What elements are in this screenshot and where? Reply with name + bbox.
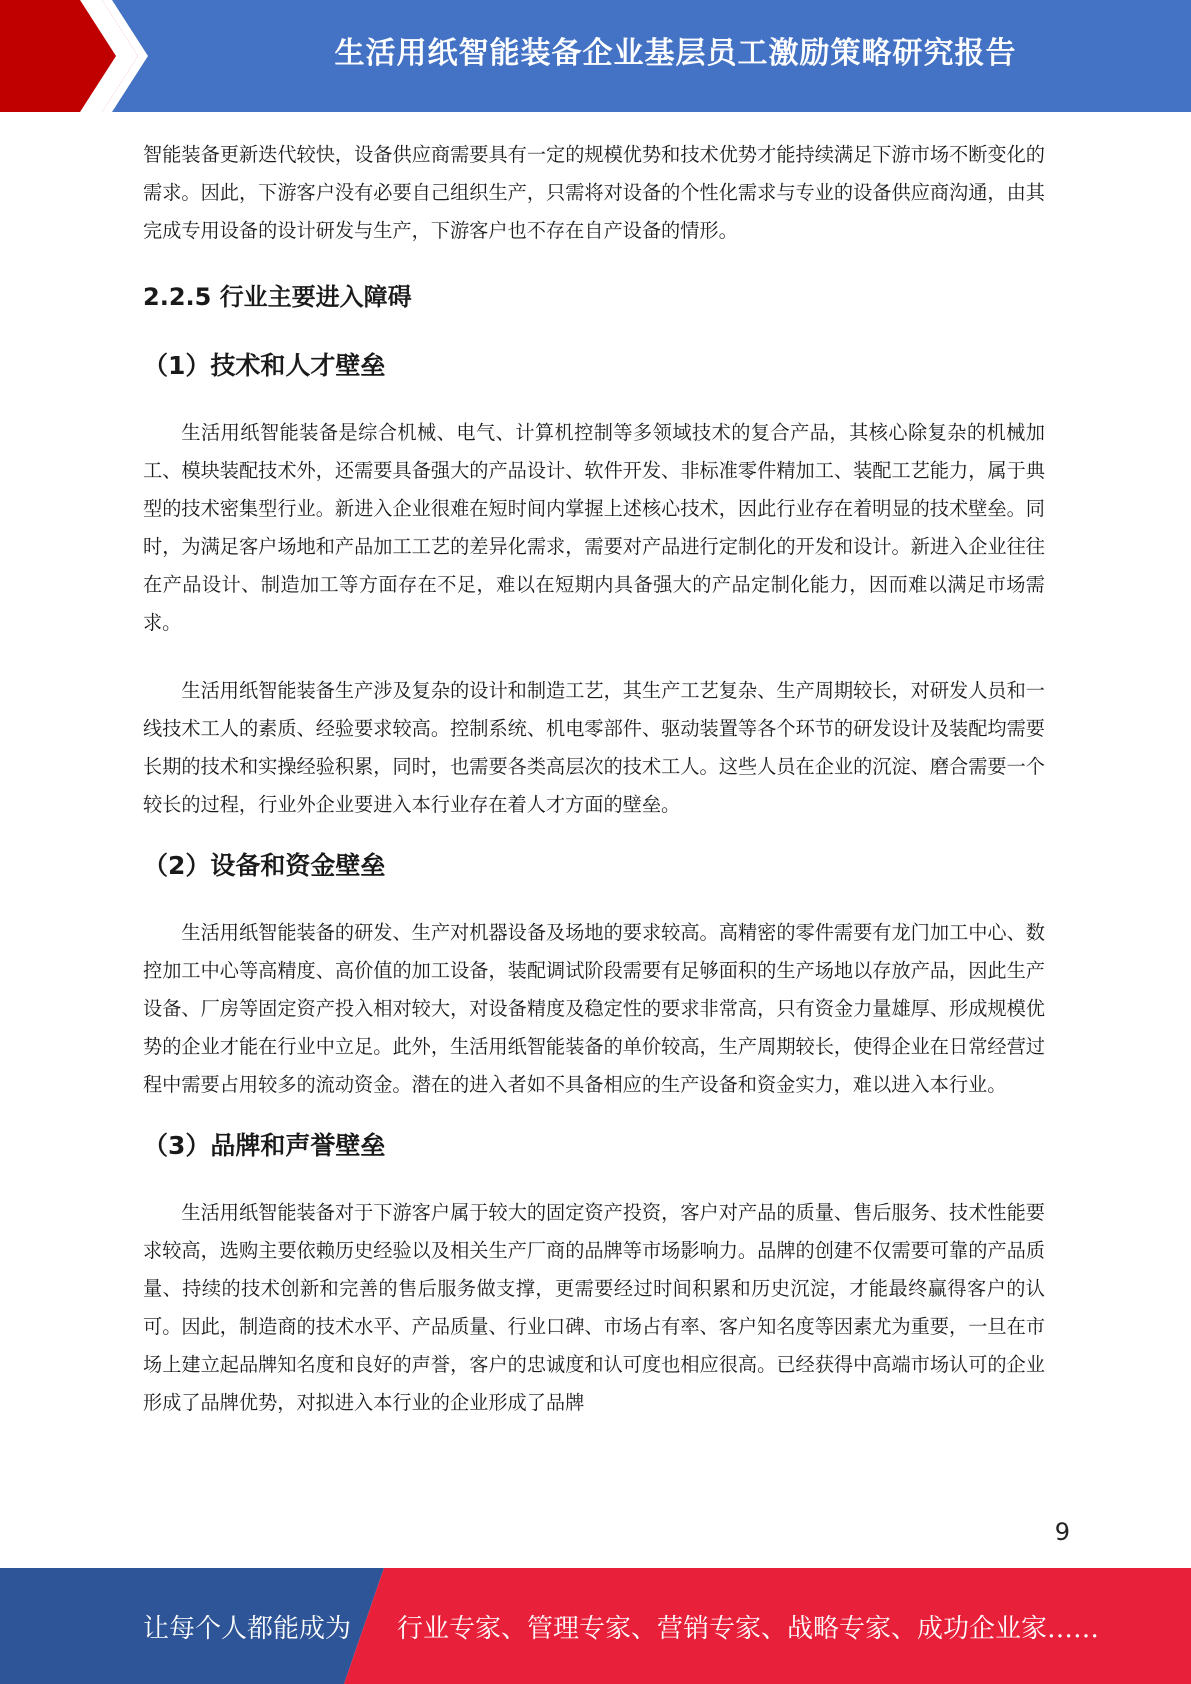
document-title: 生活用纸智能装备企业基层员工激励策略研究报告 bbox=[334, 36, 1017, 71]
footer-slogan-left: 让每个人都能成为 bbox=[143, 1613, 352, 1644]
subsection-heading-brand-reputation: （3）品牌和声誉壁垒 bbox=[143, 1131, 386, 1160]
intro-paragraph: 智能装备更新迭代较快，设备供应商需要具有一定的规模优势和技术优势才能持续满足下游市场不断变化的需求。因此，下游客户没有必要自己组织生产，只需将对设备的个性化需求与专业的设备供应商沟通，由其完成专用设备的设计研发与生产，下游客户也不存在自产设备的情形。 bbox=[143, 143, 1045, 242]
page-footer bbox=[0, 1568, 1191, 1684]
subsection-heading-tech-talent: （1）技术和人才壁垒 bbox=[143, 351, 386, 380]
paragraph-brand-reputation-barrier: 生活用纸智能装备对于下游客户属于较大的固定资产投资，客户对产品的质量、售后服务、技术性能要求较高，选购主要依赖历史经验以及相关生产厂商的品牌等市场影响力。品牌的创建不仅需要可靠的产品质量、持续的技术创新和完善的售后服务做支撑，更需要经过时间积累和历史沉淀，才能最终赢得客户的认可。因此，制造商的技术水平、产品质量、行业口碑、市场占有率、客户知名度等因素尤为重要，一旦在市场上建立起品牌知名度和良好的声誉，客户的忠诚度和认可度也相应很高。已经获得中高端市场认可的企业形成了品牌优势，对拟进入本行业的企业形成了品牌 bbox=[143, 1201, 1045, 1414]
paragraph-talent-barrier: 生活用纸智能装备生产涉及复杂的设计和制造工艺，其生产工艺复杂、生产周期较长，对研发人员和一线技术工人的素质、经验要求较高。控制系统、机电零部件、驱动装置等各个环节的研发设计及装配均需要长期的技术和实操经验积累，同时，也需要各类高层次的技术工人。这些人员在企业的沉淀、磨合需要一个较长的过程，行业外企业要进入本行业存在着人才方面的壁垒。 bbox=[143, 679, 1045, 816]
header-chevron-decoration bbox=[0, 0, 160, 112]
paragraph-equipment-capital-barrier: 生活用纸智能装备的研发、生产对机器设备及场地的要求较高。高精密的零件需要有龙门加工中心、数控加工中心等高精度、高价值的加工设备，装配调试阶段需要有足够面积的生产场地以存放产品，因此生产设备、厂房等固定资产投入相对较大，对设备精度及稳定性的要求非常高，只有资金力量雄厚、形成规模优势的企业才能在行业中立足。此外，生活用纸智能装备的单价较高，生产周期较长，使得企业在日常经营过程中需要占用较多的流动资金。潜在的进入者如不具备相应的生产设备和资金实力，难以进入本行业。 bbox=[143, 921, 1045, 1096]
page-number: 9 bbox=[1054, 1518, 1070, 1546]
page-header bbox=[0, 0, 1191, 112]
page-content bbox=[143, 136, 1045, 1422]
paragraph-tech-barrier: 生活用纸智能装备是综合机械、电气、计算机控制等多领域技术的复合产品，其核心除复杂的机械加工、模块装配技术外，还需要具备强大的产品设计、软件开发、非标准零件精加工、装配工艺能力，属于典型的技术密集型行业。新进入企业很难在短时间内掌握上述核心技术，因此行业存在着明显的技术壁垒。同时，为满足客户场地和产品加工工艺的差异化需求，需要对产品进行定制化的开发和设计。新进入企业往往在产品设计、制造加工等方面存在不足，难以在短期内具备强大的产品定制化能力，因而难以满足市场需求。 bbox=[143, 421, 1045, 634]
footer-slogan-right: 行业专家、管理专家、营销专家、战略专家、成功企业家…… bbox=[397, 1613, 1100, 1644]
subsection-heading-equipment-capital: （2）设备和资金壁垒 bbox=[143, 851, 386, 880]
section-heading: 2.2.5 行业主要进入障碍 bbox=[143, 283, 412, 311]
